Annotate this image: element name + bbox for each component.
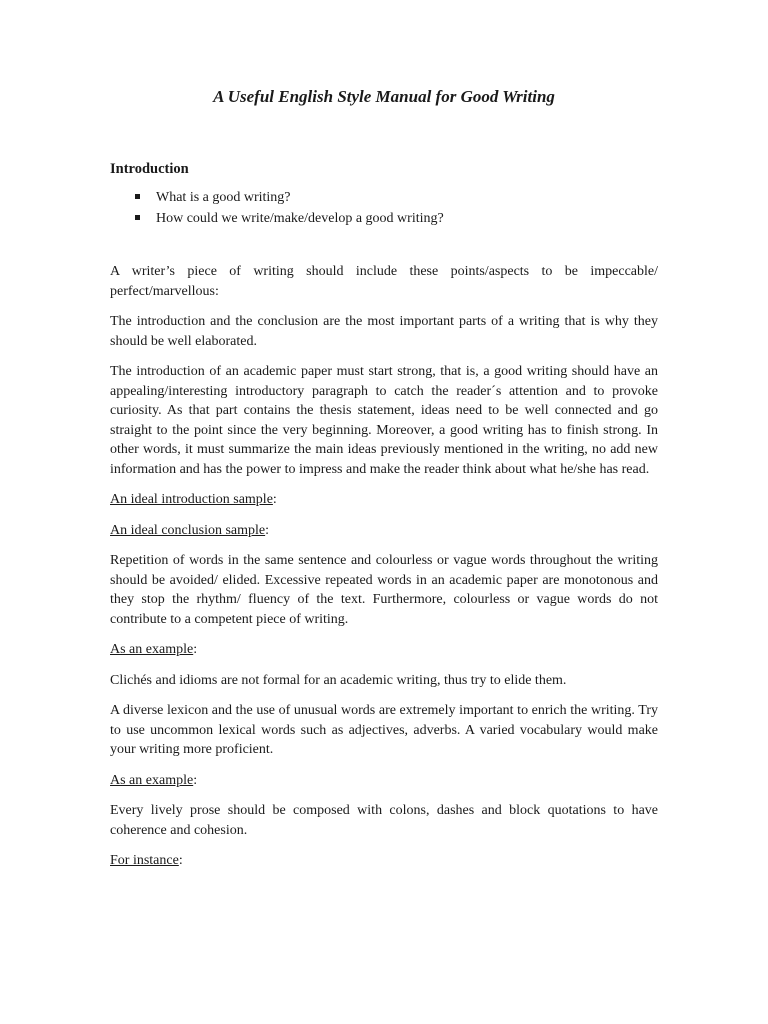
example-label-2	[110, 771, 658, 791]
label-colon: :	[265, 522, 270, 538]
introduction-heading: Introduction	[110, 161, 189, 177]
paragraph-repetition: Repetition of words in the same sentence and colourless or vague words throughout the writing should be avoided/ elided. Excessive repeated words in an academic paper are monotonous and they stop the rhythm/ fluency of the text. Furthermore, colourless or vague words do not contribute to a competent piece of writing.	[110, 553, 658, 627]
conclusion-sample-label	[110, 521, 658, 541]
intro-sample-text: An ideal introduction sample	[110, 492, 273, 507]
label-colon: :	[193, 642, 198, 657]
example-text-2: As an example	[110, 772, 194, 788]
paragraph-points: A writer’s piece of writing should include these points/aspects to be impeccable/ perfect/marvellous:	[110, 264, 658, 299]
example-label-1	[110, 640, 658, 660]
for-instance-label	[110, 851, 658, 871]
paragraph-intro-conclusion: The introduction and the conclusion are the most important parts of a writing that is why they should be well elaborated.	[110, 314, 658, 349]
paragraph-lexicon: A diverse lexicon and the use of unusual words are extremely important to enrich the writing. Try to use uncommon lexical words such as adjectives, adverbs. A varied vocabulary would make your writing more proficient.	[110, 703, 658, 757]
list-item-text: What is a good writing?	[156, 190, 291, 205]
paragraph-prose: Every lively prose should be composed with colons, dashes and block quotations to have coherence and cohesion.	[110, 803, 658, 838]
list-item	[135, 187, 658, 208]
label-colon: :	[272, 492, 277, 507]
for-instance-text: For instance	[110, 853, 179, 868]
square-bullet-icon	[135, 215, 140, 220]
label-colon: :	[178, 853, 183, 868]
intro-sample-label	[110, 490, 658, 510]
paragraph-academic-intro: The introduction of an academic paper must start strong, that is, a good writing should have an appealing/interesting introductory paragraph to catch the reader´s attention and to provoke curiosity. As that part contains the thesis statement, ideas need to be well connected and go straight to the point since the very beginning. Moreover, a good writing has to finish strong. In other words, it must summarize the main ideas previously mentioned in the writing, no add new information and has the power to impress and make the reader think about what he/she has read.	[110, 364, 658, 477]
question-list	[110, 187, 658, 229]
label-colon: :	[193, 772, 198, 788]
example-text-1: As an example	[110, 642, 194, 657]
paragraph-cliches: Clichés and idioms are not formal for an academic writing, thus try to elide them.	[110, 672, 567, 688]
document-title: A Useful English Style Manual for Good Writing	[213, 87, 555, 106]
list-item	[135, 208, 658, 229]
list-item-text: How could we write/make/develop a good writing?	[156, 211, 444, 226]
square-bullet-icon	[135, 194, 140, 199]
conclusion-sample-text: An ideal conclusion sample	[110, 522, 266, 538]
